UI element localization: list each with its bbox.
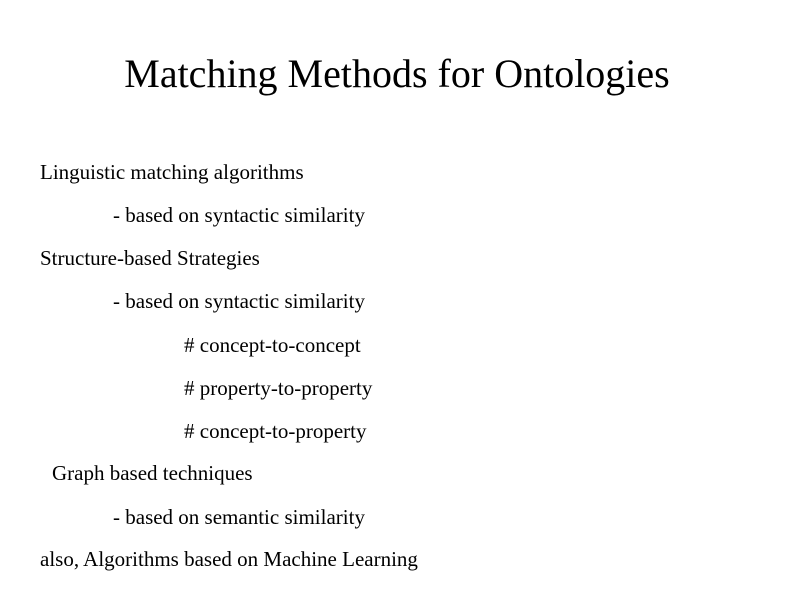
heading-linguistic-matching: Linguistic matching algorithms [40, 160, 304, 184]
subpoint-syntactic-similarity-1: - based on syntactic similarity [113, 203, 365, 227]
subpoint-syntactic-similarity-2: - based on syntactic similarity [113, 289, 365, 313]
item-concept-to-concept: # concept-to-concept [184, 333, 361, 357]
heading-structure-based: Structure-based Strategies [40, 246, 260, 270]
subpoint-semantic-similarity: - based on semantic similarity [113, 505, 365, 529]
item-concept-to-property: # concept-to-property [184, 419, 367, 443]
heading-graph-based: Graph based techniques [52, 461, 253, 485]
note-machine-learning: also, Algorithms based on Machine Learning [40, 547, 418, 571]
item-property-to-property: # property-to-property [184, 376, 373, 400]
slide-title: Matching Methods for Ontologies [124, 51, 670, 96]
